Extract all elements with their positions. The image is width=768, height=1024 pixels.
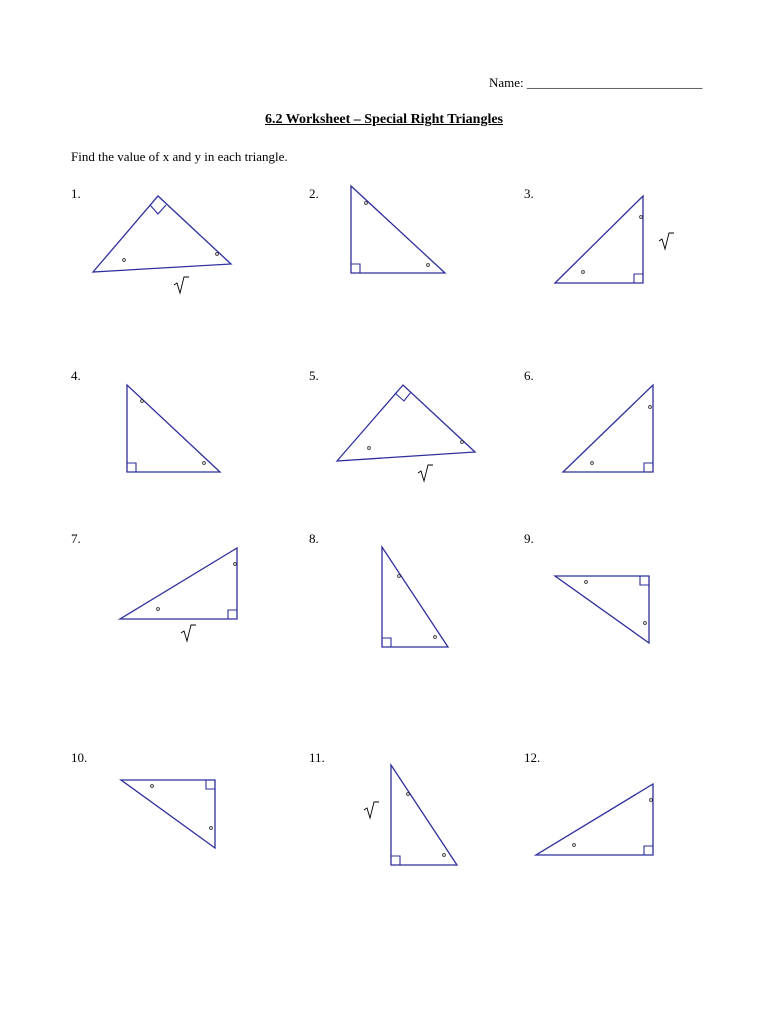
sqrt-symbol bbox=[659, 233, 674, 249]
problem-number-12: 12. bbox=[524, 750, 541, 765]
triangle-7 bbox=[120, 548, 237, 641]
triangle-11 bbox=[364, 765, 457, 865]
triangle-1 bbox=[93, 196, 231, 293]
triangle-10 bbox=[121, 780, 215, 848]
problem-number-1: 1. bbox=[71, 186, 81, 201]
sqrt-symbol bbox=[364, 802, 379, 818]
triangle-2 bbox=[351, 186, 445, 273]
sqrt-symbol bbox=[181, 625, 196, 641]
triangle-9 bbox=[555, 576, 649, 643]
triangle-4 bbox=[127, 385, 220, 472]
instructions-text: Find the value of x and y in each triangle. bbox=[71, 149, 288, 164]
triangle-6 bbox=[563, 385, 653, 472]
problem-number-8: 8. bbox=[309, 531, 319, 546]
problem-number-10: 10. bbox=[71, 750, 88, 765]
sqrt-symbol bbox=[174, 277, 189, 293]
problem-number-11: 11. bbox=[309, 750, 325, 765]
problem-number-5: 5. bbox=[309, 368, 319, 383]
sqrt-symbol bbox=[418, 465, 433, 481]
problem-number-6: 6. bbox=[524, 368, 534, 383]
triangle-8 bbox=[382, 547, 448, 647]
problem-number-7: 7. bbox=[71, 531, 81, 546]
problem-number-2: 2. bbox=[309, 186, 319, 201]
problem-number-3: 3. bbox=[524, 186, 534, 201]
triangle-3 bbox=[555, 196, 674, 283]
worksheet-title: 6.2 Worksheet – Special Right Triangles bbox=[264, 112, 503, 127]
triangle-5 bbox=[337, 385, 475, 481]
problem-number-4: 4. bbox=[71, 368, 81, 383]
triangle-12 bbox=[536, 784, 653, 855]
name-field-label: Name: ___________________________ bbox=[489, 75, 703, 90]
problem-number-9: 9. bbox=[524, 531, 534, 546]
